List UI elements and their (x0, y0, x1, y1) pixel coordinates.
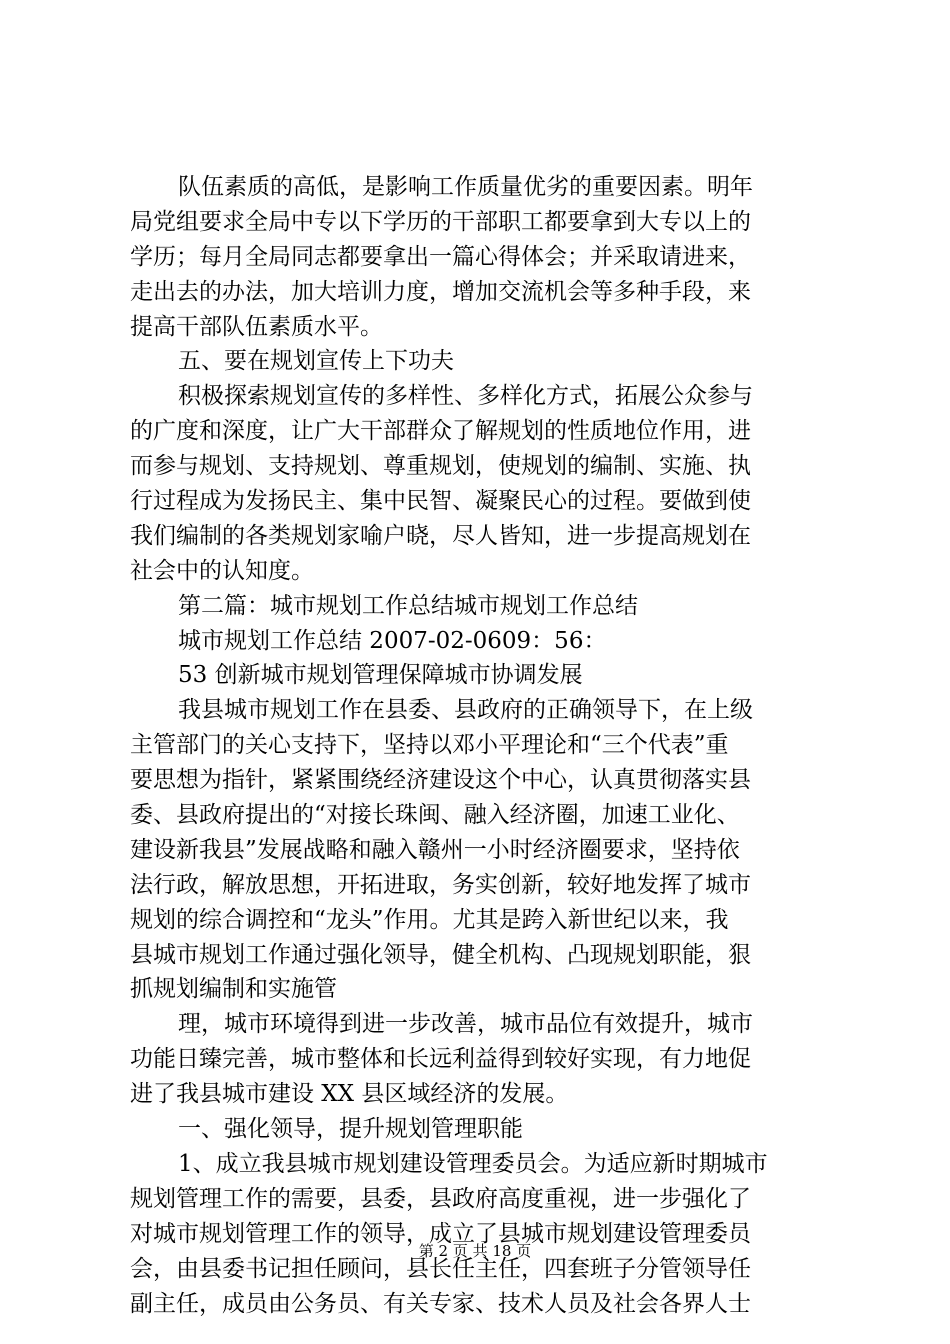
text-line: 副主任，成员由公务员、有关专家、技术人员及社会各界人士 (130, 1290, 751, 1317)
text-line: 会，由县委书记担任顾问，县长任主任，四套班子分管领导任 (130, 1255, 751, 1282)
text-line: 对城市规划管理工作的领导，成立了县城市规划建设管理委员 (130, 1220, 751, 1247)
text-line: 五、要在规划宣传上下功夫 (178, 348, 454, 375)
text-line: 学历；每月全局同志都要拿出一篇心得体会；并采取请进来， (130, 243, 751, 270)
text-line: 我县城市规划工作在县委、县政府的正确领导下，在上级 (178, 697, 753, 724)
text-line: 规划管理工作的需要，县委，县政府高度重视，进一步强化了 (130, 1185, 751, 1212)
text-line: 53 创新城市规划管理保障城市协调发展 (178, 662, 583, 689)
text-line: 法行政，解放思想，开拓进取，务实创新，较好地发挥了城市 (130, 871, 751, 898)
text-line: 城市规划工作总结 2007-02-0609：56： (178, 627, 607, 654)
text-line: 县城市规划工作通过强化领导，健全机构、凸现规划职能，狠 (130, 941, 751, 968)
text-line: 建设新我县”发展战略和融入赣州一小时经济圈要求，坚持依 (130, 836, 740, 863)
text-line: 积极探索规划宣传的多样性、多样化方式，拓展公众参与 (178, 383, 753, 410)
document-body (130, 170, 830, 1321)
text-line: 抓规划编制和实施管 (130, 976, 337, 1003)
text-line: 理，城市环境得到进一步改善，城市品位有效提升，城市 (178, 1011, 753, 1038)
text-line: 委、县政府提出的“对接长珠闽、融入经济圈，加速工业化、 (130, 802, 740, 829)
text-line: 队伍素质的高低，是影响工作质量优劣的重要因素。明年 (178, 174, 753, 200)
text-line: 一、强化领导，提升规划管理职能 (178, 1116, 523, 1143)
text-line: 我们编制的各类规划家喻户晓，尽人皆知，进一步提高规划在 (130, 522, 751, 549)
text-line: 功能日臻完善，城市整体和长远利益得到较好实现，有力地促 (130, 1046, 751, 1073)
text-line: 而参与规划、支持规划、尊重规划，使规划的编制、实施、执 (130, 453, 751, 480)
text-line: 的广度和深度，让广大干部群众了解规划的性质地位作用，进 (130, 418, 751, 445)
page-footer: 第 2 页 共 18 页 (418, 1242, 532, 1260)
text-line: 提高干部队伍素质水平。 (130, 313, 383, 340)
text-line: 1、成立我县城市规划建设管理委员会。为适应新时期城市 (178, 1150, 768, 1177)
text-line: 局党组要求全局中专以下学历的干部职工都要拿到大专以上的 (130, 208, 751, 235)
text-line: 要思想为指针，紧紧围绕经济建设这个中心，认真贯彻落实县 (130, 767, 751, 794)
text-line: 主管部门的关心支持下，坚持以邓小平理论和“三个代表”重 (130, 732, 729, 759)
text-line: 社会中的认知度。 (130, 557, 314, 584)
text-line: 进了我县城市建设 XX 县区域经济的发展。 (130, 1081, 569, 1108)
text-line: 走出去的办法，加大培训力度，增加交流机会等多种手段，来 (130, 278, 751, 305)
text-line: 规划的综合调控和“龙头”作用。尤其是跨入新世纪以来，我 (130, 906, 729, 933)
text-line: 第二篇：城市规划工作总结城市规划工作总结 (178, 592, 638, 619)
text-line: 行过程成为发扬民主、集中民智、凝聚民心的过程。要做到使 (130, 488, 751, 515)
